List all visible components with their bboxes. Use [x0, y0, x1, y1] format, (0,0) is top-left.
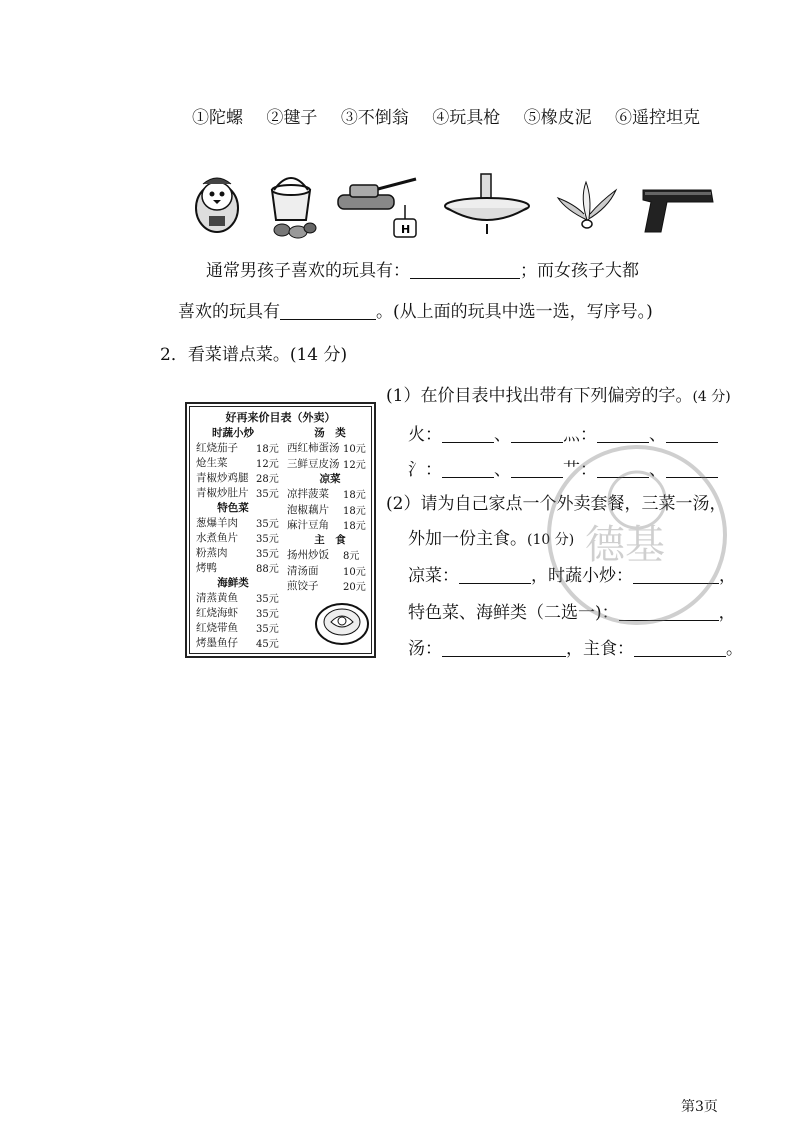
menu-dish-price: 35元 — [256, 609, 279, 620]
answer-blank-soup[interactable] — [442, 638, 566, 657]
menu-dish-price: 35元 — [256, 519, 279, 530]
menu-dish-name: 泡椒藕片 — [287, 503, 329, 516]
q1-line-1: 通常男孩子喜欢的玩具有： ；而女孩子大都 — [206, 261, 639, 281]
menu-dish-name: 红烧茄子 — [196, 442, 238, 454]
menu-dish-name: 扬州炒饭 — [287, 549, 329, 562]
menu-section-heading: 主 食 — [314, 534, 346, 547]
watermark-logo — [545, 440, 730, 630]
order-row-2: 特色菜、海鲜类（二选一)： ， — [408, 603, 736, 623]
menu-section-heading: 时蔬小炒 — [212, 427, 254, 439]
answer-blank-boys[interactable] — [410, 260, 520, 279]
menu-dish-name: 青椒炒鸡腿 — [196, 472, 249, 484]
menu-dish-price: 10元 — [343, 444, 366, 456]
toy-option: ⑤橡皮泥 — [523, 108, 592, 128]
menu-dish-name: 清汤面 — [287, 564, 319, 577]
menu-dish-price: 18元 — [343, 505, 366, 517]
menu-dish-price: 20元 — [343, 582, 366, 593]
menu-dish-price: 35元 — [256, 624, 279, 635]
radical-row-2: 氵： 、 艹： 、 — [408, 455, 718, 480]
q2-sub1: (1）在价目表中找出带有下列偏旁的字。(4 分) — [386, 386, 731, 406]
putty-bucket-icon — [266, 172, 318, 242]
dumpling-plate-icon — [313, 592, 371, 650]
menu-dish-name: 红烧海虾 — [196, 607, 238, 619]
menu-dish-price: 12元 — [256, 459, 279, 470]
menu-dish-name: 麻汁豆角 — [287, 518, 329, 531]
menu-dish-name: 煎饺子 — [287, 580, 319, 592]
toy-options-list — [192, 103, 718, 128]
toy-option: ②毽子 — [266, 108, 318, 128]
q2-sub2-cont: 外加一份主食。(10 分) — [408, 529, 575, 549]
menu-section-heading: 凉菜 — [319, 472, 341, 485]
tumbler-toy-icon — [193, 172, 241, 234]
menu-dish-name: 烤墨鱼仔 — [196, 637, 238, 649]
menu-dish-price: 18元 — [256, 444, 279, 455]
menu-dish-name: 青椒炒肚片 — [196, 487, 249, 499]
page-number: 第3页 — [681, 1099, 718, 1115]
answer-blank[interactable] — [442, 424, 494, 443]
menu-dish-name: 炝生菜 — [196, 457, 228, 469]
menu-dish-name: 红烧带鱼 — [196, 622, 238, 634]
menu-dish-name: 三鲜豆皮汤 — [287, 457, 340, 470]
menu-dish-name: 清蒸黄鱼 — [196, 592, 238, 604]
watermark-text: 德基 — [585, 522, 665, 568]
q2-sub2: (2）请为自己家点一个外卖套餐，三菜一汤， — [386, 494, 727, 514]
menu-dish-price: 18元 — [343, 520, 366, 532]
menu-dish-price: 88元 — [256, 564, 279, 575]
menu-section-heading: 海鲜类 — [217, 577, 249, 589]
menu-dish-name: 烤鸭 — [196, 562, 217, 574]
menu-dish-name: 凉拌菠菜 — [287, 488, 329, 501]
shuttlecock-icon — [556, 180, 618, 232]
toy-option: ⑥遥控坦克 — [615, 108, 701, 128]
menu-section-heading: 汤 类 — [314, 427, 346, 439]
menu-dish-price: 8元 — [343, 551, 360, 563]
menu-dish-price: 45元 — [256, 639, 279, 650]
menu-dish-price: 10元 — [343, 566, 366, 578]
menu-title: 好再来价目表（外卖） — [225, 411, 336, 424]
menu-section-heading: 特色菜 — [217, 502, 249, 514]
q2-title: 2．看菜谱点菜。(14 分) — [160, 345, 348, 365]
order-row-1: 凉菜： ，时蔬小炒： ， — [408, 566, 736, 586]
price-menu-card — [185, 402, 376, 658]
menu-dish-name: 西红柿蛋汤 — [287, 442, 340, 455]
q1-line-2: 喜欢的玩具有 。(从上面的玩具中选一选，写序号。) — [178, 302, 653, 322]
menu-dish-name: 水煮鱼片 — [196, 532, 238, 544]
toy-option: ④玩具枪 — [432, 108, 501, 128]
menu-dish-price: 28元 — [256, 474, 279, 485]
menu-dish-name: 粉蒸肉 — [196, 547, 228, 559]
spinning-top-icon — [441, 172, 533, 238]
toy-option: ①陀螺 — [192, 108, 243, 128]
menu-dish-price: 35元 — [256, 489, 279, 500]
menu-dish-price: 35元 — [256, 534, 279, 545]
menu-dish-price: 35元 — [256, 549, 279, 560]
menu-dish-price: 18元 — [343, 490, 366, 502]
order-row-3: 汤： ，主食： 。 — [408, 639, 743, 659]
answer-blank-girls[interactable] — [280, 301, 376, 320]
svg-text:H: H — [401, 223, 411, 236]
toy-gun-icon — [637, 184, 715, 238]
answer-blank-cold-dish[interactable] — [459, 565, 531, 584]
answer-blank[interactable] — [442, 459, 494, 478]
answer-blank-staple[interactable] — [634, 638, 726, 657]
menu-dish-price: 12元 — [343, 459, 366, 471]
menu-dish-name: 葱爆羊肉 — [196, 517, 238, 529]
radical-row-1: 火： 、 灬： 、 — [408, 420, 718, 445]
toy-option: ③不倒翁 — [340, 108, 409, 128]
menu-dish-price: 35元 — [256, 594, 279, 605]
rc-tank-icon — [334, 175, 420, 241]
